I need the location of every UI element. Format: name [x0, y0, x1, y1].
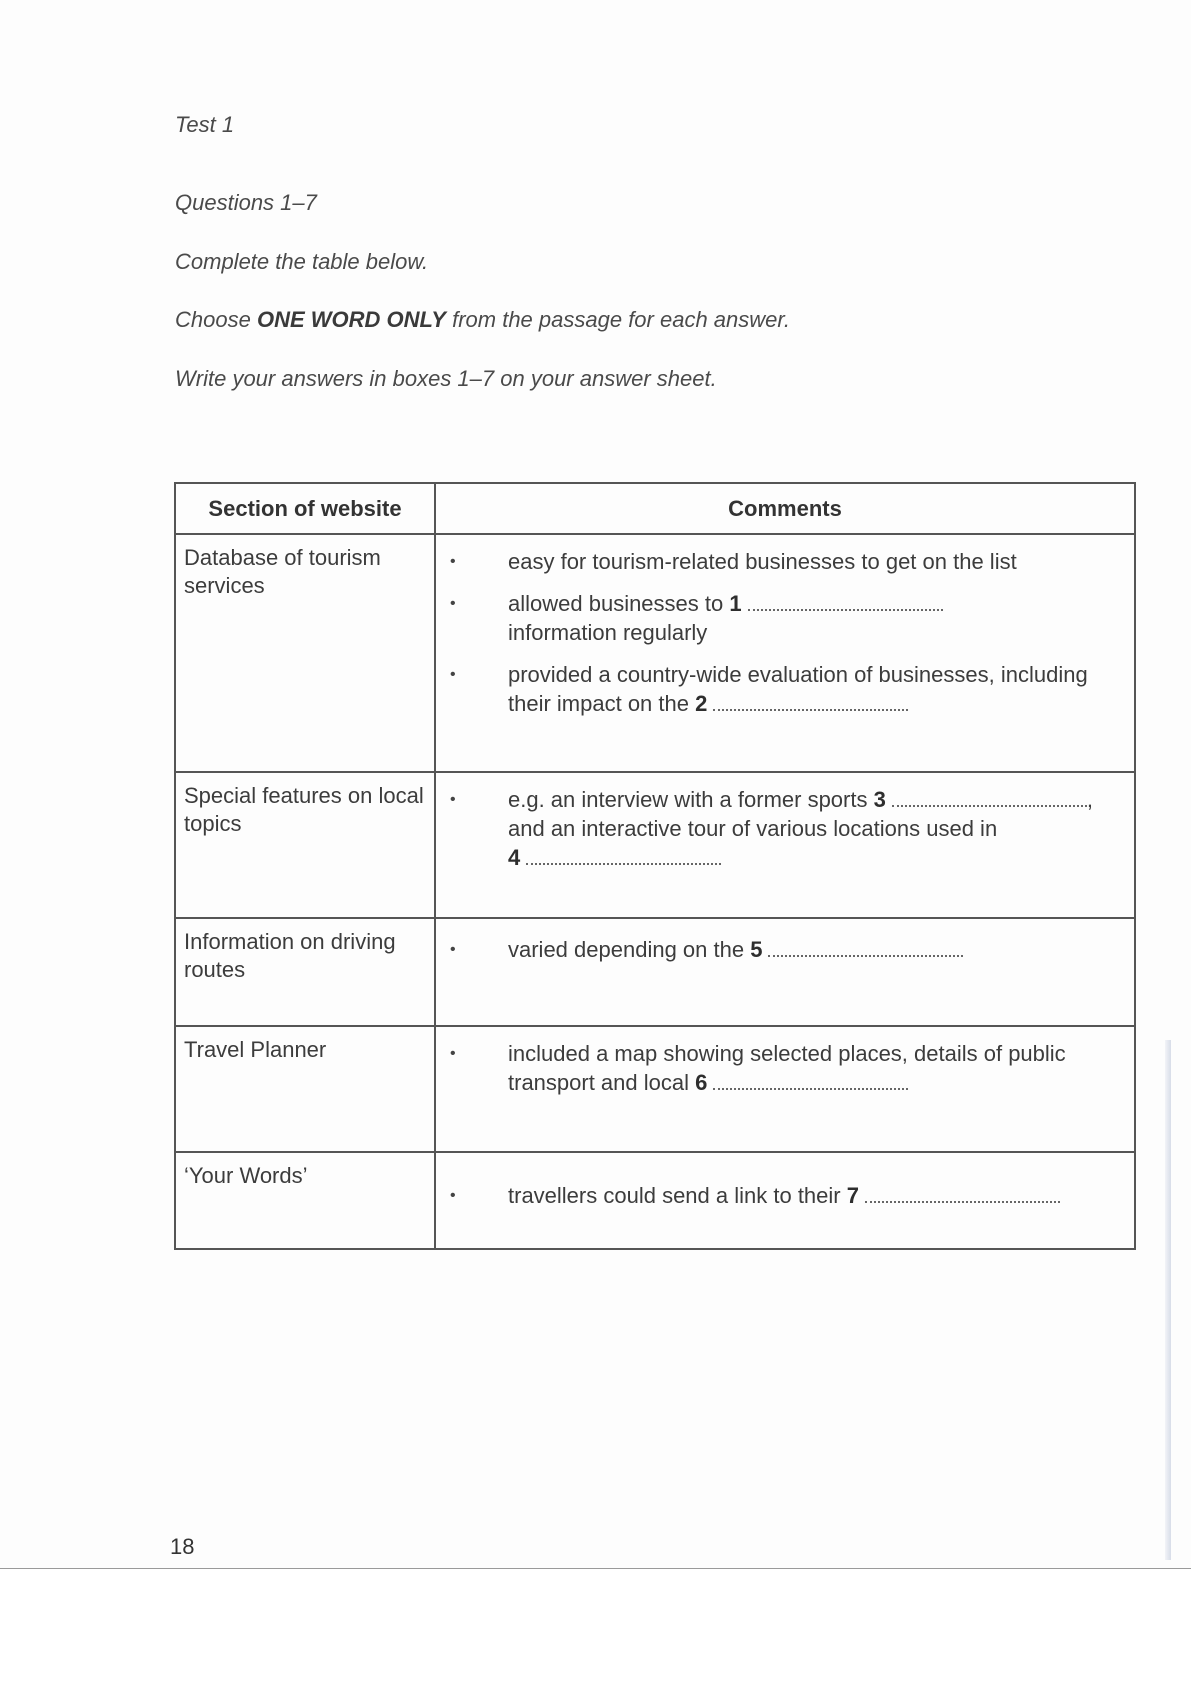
completion-table [174, 482, 1136, 1250]
question-number: 4 [508, 845, 521, 870]
section-cell: Information on driving routes [175, 918, 435, 1026]
comment-text-before: travellers could send a link to their [508, 1183, 847, 1208]
questions-heading: Questions 1–7 [175, 190, 317, 215]
section-cell: Travel Planner [175, 1026, 435, 1152]
comment-bullet [444, 935, 1126, 964]
table-header-row [175, 483, 1135, 534]
table-row [175, 1152, 1135, 1249]
comments-cell [435, 918, 1135, 1026]
answer-blank [526, 845, 721, 865]
comments-cell [435, 534, 1135, 772]
answer-blank [713, 691, 908, 711]
table-row [175, 1026, 1135, 1152]
comment-text-before: provided a country-wide evaluation of businesses, including their impact on the [508, 662, 1088, 716]
answer-blank [865, 1183, 1060, 1203]
answer-blank [713, 1070, 908, 1090]
comment-bullet [444, 547, 1126, 576]
question-number: 2 [695, 691, 708, 716]
answer-blank [748, 591, 943, 611]
instruction-complete-table: Complete the table below. [175, 249, 429, 274]
bullet-icon: • [450, 553, 456, 570]
bullet-icon: • [450, 1187, 456, 1204]
instruction-answer-sheet: Write your answers in boxes 1–7 on your answer sheet. [175, 366, 717, 391]
bullet-icon: • [450, 941, 456, 958]
answer-blank [768, 937, 963, 957]
comment-text-after: , and an interactive tour of various locations used in [508, 787, 1093, 841]
comment-text-before: varied depending on the [508, 937, 751, 962]
comment-text [508, 589, 1126, 647]
comments-cell [435, 1026, 1135, 1152]
comment-text [508, 785, 1126, 872]
scan-edge-shadow [1165, 1040, 1171, 1560]
instruction-choose-suffix: from the passage for each answer. [445, 307, 791, 332]
table-row [175, 918, 1135, 1026]
question-number: 3 [873, 787, 886, 812]
comment-text [508, 935, 1126, 964]
comment-bullet [444, 660, 1126, 718]
comments-cell [435, 1152, 1135, 1249]
question-number: 1 [729, 591, 742, 616]
question-number: 5 [750, 937, 763, 962]
comment-text [508, 1181, 1126, 1210]
comment-text-after: information regularly [508, 620, 708, 645]
section-cell: Database of tourism services [175, 534, 435, 772]
comment-text-before: included a map showing selected places, details of public transport and local [508, 1041, 1066, 1095]
instruction-choose-prefix: Choose [175, 307, 257, 332]
comment-bullet [444, 785, 1126, 872]
section-cell: ‘Your Words’ [175, 1152, 435, 1249]
comment-text-before: e.g. an interview with a former sports [508, 787, 874, 812]
table-row [175, 772, 1135, 918]
answer-blank [892, 787, 1087, 807]
bullet-icon: • [450, 791, 456, 808]
comment-text: easy for tourism-related businesses to get on the list [508, 549, 1017, 574]
comment-bullet [444, 589, 1126, 647]
question-number: 7 [846, 1183, 859, 1208]
page-number: 18 [170, 1534, 195, 1559]
comments-cell [435, 772, 1135, 918]
comment-bullet [444, 1039, 1126, 1097]
header-section-of-website: Section of website [175, 483, 435, 534]
instruction-choose-words [175, 307, 790, 333]
header-comments: Comments [435, 483, 1135, 534]
comment-text-before: allowed businesses to [508, 591, 730, 616]
section-cell: Special features on local topics [175, 772, 435, 918]
table-row [175, 534, 1135, 772]
instruction-word-limit: ONE WORD ONLY [256, 307, 446, 332]
bullet-icon: • [450, 666, 456, 683]
bullet-icon: • [450, 1045, 456, 1062]
comment-text [508, 1039, 1126, 1097]
question-number: 6 [695, 1070, 708, 1095]
bullet-icon: • [450, 595, 456, 612]
comment-bullet [444, 1181, 1126, 1210]
running-title: Test 1 [175, 112, 235, 137]
comment-text [508, 660, 1126, 718]
